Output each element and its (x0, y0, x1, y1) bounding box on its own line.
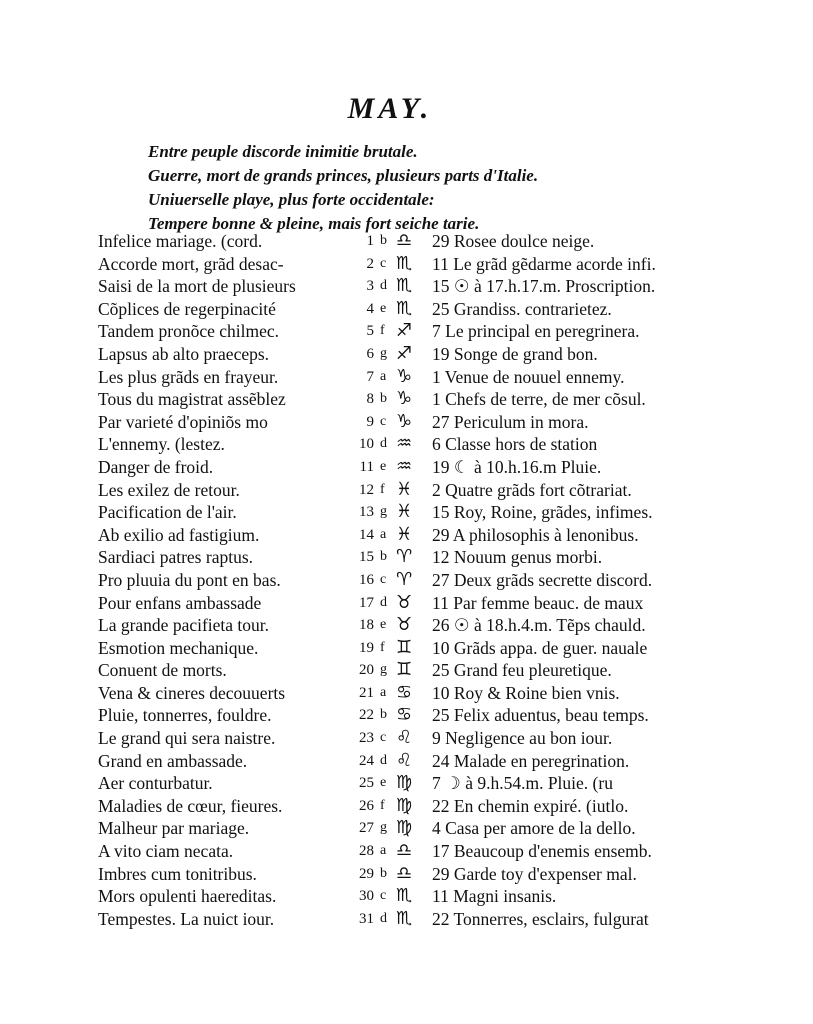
day-number: 21 (359, 684, 374, 701)
zodiac-sign-icon: ♉ (396, 614, 413, 636)
prognostic-right-text: 17 Beaucoup d'enemis ensemb. (432, 841, 652, 862)
prognostic-left-text: Accorde mort, grãd desac- (98, 253, 284, 274)
dominical-letter: d (380, 594, 387, 610)
prognostic-left-text: A vito ciam necata. (98, 841, 234, 862)
dominical-letter: e (380, 775, 387, 791)
table-row (92, 727, 792, 750)
zodiac-sign-icon: ♋ (396, 704, 413, 726)
day-number: 23 (359, 730, 374, 747)
zodiac-sign-icon: ♐ (396, 342, 413, 364)
prognostic-right-text: 25 Grand feu pleuretique. (432, 660, 612, 681)
day-number: 6 (366, 345, 374, 362)
day-number: 14 (359, 526, 374, 543)
day-number: 13 (359, 504, 374, 521)
day-number: 27 (359, 820, 374, 837)
zodiac-sign-icon: ♓ (396, 501, 413, 523)
dominical-letter: c (380, 413, 387, 429)
prognostic-left-text: Malheur par mariage. (98, 818, 250, 839)
prognostic-left-text: Ab exilio ad fastigium. (98, 524, 260, 545)
zodiac-sign-icon: ♐ (396, 320, 413, 342)
prognostic-left-text: Pluie, tonnerres, fouldre. (98, 705, 272, 726)
day-number: 10 (359, 436, 374, 453)
prognostic-left-text: Aer conturbatur. (98, 773, 213, 794)
dominical-letter: b (380, 233, 387, 248)
prognostic-left-text: Imbres cum tonitribus. (98, 863, 257, 884)
zodiac-sign-icon: ♌ (396, 749, 413, 771)
verse-line: Uniuerselle playe, plus forte occidentale: (148, 190, 435, 209)
table-row (92, 795, 792, 818)
table-row (92, 704, 792, 727)
dominical-letter: c (380, 730, 387, 746)
prognostic-left-text: Mors opulenti haereditas. (98, 886, 277, 907)
prognostic-right-text: 15 Roy, Roine, grãdes, infimes. (432, 502, 653, 523)
prognostic-right-text: 25 Felix aduentus, beau temps. (432, 705, 649, 726)
prognostic-right-text: 2 Quatre grãds fort cõtrariat. (432, 479, 632, 500)
prognostic-right-text: 26 ☉ à 18.h.4.m. Tẽps chauld. (432, 615, 646, 636)
prognostic-right-text: 29 A philosophis à lenonibus. (432, 524, 639, 545)
prognostic-left-text: Pro pluuia du pont en bas. (98, 569, 281, 590)
zodiac-sign-icon: ♏ (396, 907, 413, 929)
dominical-letter: g (380, 504, 387, 520)
prognostic-right-text: 15 ☉ à 17.h.17.m. Proscription. (432, 276, 656, 297)
prognostic-left-text: Vena & cineres decouuerts (98, 682, 286, 703)
prognostic-left-text: Par varieté d'opiniõs mo (98, 411, 268, 432)
prognostic-left-text: Esmotion mechanique. (98, 637, 259, 658)
zodiac-sign-icon: ♌ (396, 727, 413, 749)
day-number: 11 (359, 458, 374, 475)
day-number: 9 (366, 413, 374, 430)
table-row (92, 456, 792, 479)
zodiac-sign-icon: ♑ (396, 388, 413, 410)
table-row (92, 343, 792, 366)
prognostic-left-text: Lapsus ab alto praeceps. (98, 343, 270, 364)
prognostic-right-text: 10 Grãds appa. de guer. nauale (432, 637, 648, 658)
dominical-letter: f (380, 639, 385, 655)
prognostic-right-text: 7 Le principal en peregrinera. (432, 321, 640, 342)
day-number: 22 (359, 707, 374, 724)
dominical-letter: c (380, 888, 387, 904)
table-row (92, 524, 792, 547)
zodiac-sign-icon: ♓ (396, 478, 413, 500)
zodiac-sign-icon: ♒ (396, 455, 413, 477)
dominical-letter: a (380, 526, 387, 542)
day-number: 26 (359, 797, 374, 814)
day-number: 12 (359, 481, 374, 498)
day-number: 30 (359, 888, 374, 905)
prognostic-left-text: Les exilez de retour. (98, 479, 240, 500)
dominical-letter: b (380, 391, 387, 407)
zodiac-sign-icon: ♈ (396, 568, 413, 590)
prognostic-right-text: 11 Par femme beauc. de maux (432, 592, 644, 613)
table-row (92, 840, 792, 863)
prognostic-right-text: 24 Malade en peregrination. (432, 750, 630, 771)
day-number: 28 (359, 843, 374, 860)
prognostic-left-text: Danger de froid. (98, 456, 214, 477)
dominical-letter: a (380, 684, 387, 700)
verse-line: Tempere bonne & pleine, mais fort seiche tarie. (148, 214, 480, 233)
table-row (92, 230, 792, 253)
table-row (92, 366, 792, 389)
prognostic-right-text: 25 Grandiss. contrarietez. (432, 298, 612, 319)
prognostic-right-text: 22 Tonnerres, esclairs, fulgurat (432, 908, 649, 929)
prognostic-right-text: 27 Deux grãds secrette discord. (432, 569, 653, 590)
zodiac-sign-icon: ♈ (396, 546, 413, 568)
prognostic-right-text: 29 Garde toy d'expenser mal. (432, 863, 637, 884)
table-row (92, 298, 792, 321)
day-number: 4 (366, 300, 374, 317)
table-row (92, 433, 792, 456)
zodiac-sign-icon: ♍ (396, 817, 413, 839)
zodiac-sign-icon: ♑ (396, 410, 413, 432)
zodiac-sign-icon: ♍ (396, 794, 413, 816)
table-row (92, 885, 792, 908)
prognostic-left-text: Maladies de cœur, fieures. (98, 795, 283, 816)
prognostic-right-text: 1 Venue de nouuel ennemy. (432, 366, 625, 387)
zodiac-sign-icon: ♏ (396, 297, 413, 319)
prognostic-left-text: Pacification de l'air. (98, 502, 237, 523)
zodiac-sign-icon: ♏ (396, 885, 413, 907)
table-row (92, 388, 792, 411)
dominical-letter: c (380, 255, 387, 271)
zodiac-sign-icon: ♉ (396, 591, 413, 613)
verse-block (148, 140, 748, 236)
prognostic-left-text: Saisi de la mort de plusieurs (98, 276, 296, 297)
zodiac-sign-icon: ♊ (396, 659, 413, 681)
table-row (92, 908, 792, 931)
table-row (92, 863, 792, 886)
zodiac-sign-icon: ♊ (396, 636, 413, 658)
prognostic-right-text: 19 ☾ à 10.h.16.m Pluie. (432, 456, 602, 477)
zodiac-sign-icon: ♏ (396, 275, 413, 297)
table-row (92, 275, 792, 298)
day-number: 8 (366, 391, 374, 408)
table-row (92, 411, 792, 434)
table-row (92, 637, 792, 660)
prognostic-left-text: Grand en ambassade. (98, 750, 248, 771)
prognostic-right-text: 27 Periculum in mora. (432, 411, 589, 432)
prognostic-left-text: L'ennemy. (lestez. (98, 434, 225, 455)
day-number: 2 (366, 255, 374, 272)
dominical-letter: e (380, 300, 387, 316)
table-row (92, 479, 792, 502)
day-number: 3 (366, 278, 374, 295)
table-row (92, 750, 792, 773)
prognostic-right-text: 22 En chemin expiré. (iutlo. (432, 795, 629, 816)
zodiac-sign-icon: ♒ (396, 433, 413, 455)
prognostic-right-text: 1 Chefs de terre, de mer cõsul. (432, 389, 646, 410)
table-row (92, 682, 792, 705)
dominical-letter: d (380, 436, 387, 452)
day-number: 31 (359, 910, 374, 927)
prognostic-right-text: 19 Songe de grand bon. (432, 343, 598, 364)
table-row (92, 501, 792, 524)
calendar-table (92, 230, 792, 930)
dominical-letter: a (380, 368, 387, 384)
dominical-letter: d (380, 752, 387, 768)
prognostic-left-text: Les plus grãds en frayeur. (98, 366, 279, 387)
table-row (92, 569, 792, 592)
dominical-letter: g (380, 820, 387, 836)
prognostic-left-text: Cõplices de regerpinacité (98, 298, 276, 319)
prognostic-right-text: 11 Magni insanis. (432, 886, 557, 907)
dominical-letter: b (380, 707, 387, 723)
dominical-letter: g (380, 662, 387, 678)
prognostic-left-text: La grande pacifieta tour. (98, 615, 270, 636)
dominical-letter: a (380, 843, 387, 859)
dominical-letter: c (380, 571, 387, 587)
day-number: 17 (359, 594, 374, 611)
day-number: 15 (359, 549, 374, 566)
prognostic-right-text: 7 ☽ à 9.h.54.m. Pluie. (ru (432, 773, 613, 794)
table-row (92, 614, 792, 637)
table-row (92, 546, 792, 569)
table-row (92, 253, 792, 276)
zodiac-sign-icon: ♋ (396, 681, 413, 703)
prognostic-left-text: Le grand qui sera naistre. (98, 728, 276, 749)
prognostic-left-text: Infelice mariage. (cord. (98, 231, 263, 251)
prognostic-right-text: 4 Casa per amore de la dello. (432, 818, 636, 839)
table-row (92, 817, 792, 840)
day-number: 20 (359, 662, 374, 679)
zodiac-sign-icon: ♓ (396, 523, 413, 545)
dominical-letter: g (380, 345, 387, 361)
day-number: 16 (359, 571, 374, 588)
prognostic-left-text: Tempestes. La nuict iour. (98, 908, 275, 929)
table-row (92, 592, 792, 615)
prognostic-right-text: 6 Classe hors de station (432, 434, 598, 455)
dominical-letter: f (380, 797, 385, 813)
prognostic-left-text: Tous du magistrat assẽblez (98, 389, 286, 410)
zodiac-sign-icon: ♎ (396, 230, 413, 251)
zodiac-sign-icon: ♍ (396, 772, 413, 794)
dominical-letter: b (380, 865, 387, 881)
prognostic-left-text: Conuent de morts. (98, 660, 227, 681)
prognostic-left-text: Tandem pronõce chilmec. (98, 321, 279, 342)
prognostic-left-text: Pour enfans ambassade (98, 592, 262, 613)
table-row (92, 772, 792, 795)
day-number: 1 (366, 233, 374, 249)
dominical-letter: e (380, 617, 387, 633)
table-row (92, 320, 792, 343)
table-row (92, 659, 792, 682)
prognostic-right-text: 11 Le grãd gẽdarme acorde infi. (432, 253, 656, 274)
dominical-letter: d (380, 278, 387, 294)
zodiac-sign-icon: ♏ (396, 252, 413, 274)
prognostic-right-text: 10 Roy & Roine bien vnis. (432, 682, 620, 703)
day-number: 25 (359, 775, 374, 792)
prognostic-right-text: 9 Negligence au bon iour. (432, 728, 613, 749)
prognostic-right-text: 29 Rosee doulce neige. (432, 231, 595, 251)
prognostic-right-text: 12 Nouum genus morbi. (432, 547, 603, 568)
verse-line: Guerre, mort de grands princes, plusieurs parts d'Italie. (148, 166, 539, 185)
zodiac-sign-icon: ♑ (396, 365, 413, 387)
page-title: MAY. (347, 92, 433, 125)
day-number: 24 (359, 752, 374, 769)
day-number: 7 (366, 368, 374, 385)
zodiac-sign-icon: ♎ (396, 862, 413, 884)
dominical-letter: f (380, 481, 385, 497)
zodiac-sign-icon: ♎ (396, 840, 413, 862)
day-number: 19 (359, 639, 374, 656)
dominical-letter: d (380, 910, 387, 926)
verse-line: Entre peuple discorde inimitie brutale. (148, 142, 418, 161)
dominical-letter: e (380, 458, 387, 474)
day-number: 29 (359, 865, 374, 882)
day-number: 5 (366, 323, 374, 340)
day-number: 18 (359, 617, 374, 634)
dominical-letter: f (380, 323, 385, 339)
prognostic-left-text: Sardiaci patres raptus. (98, 547, 254, 568)
dominical-letter: b (380, 549, 387, 565)
